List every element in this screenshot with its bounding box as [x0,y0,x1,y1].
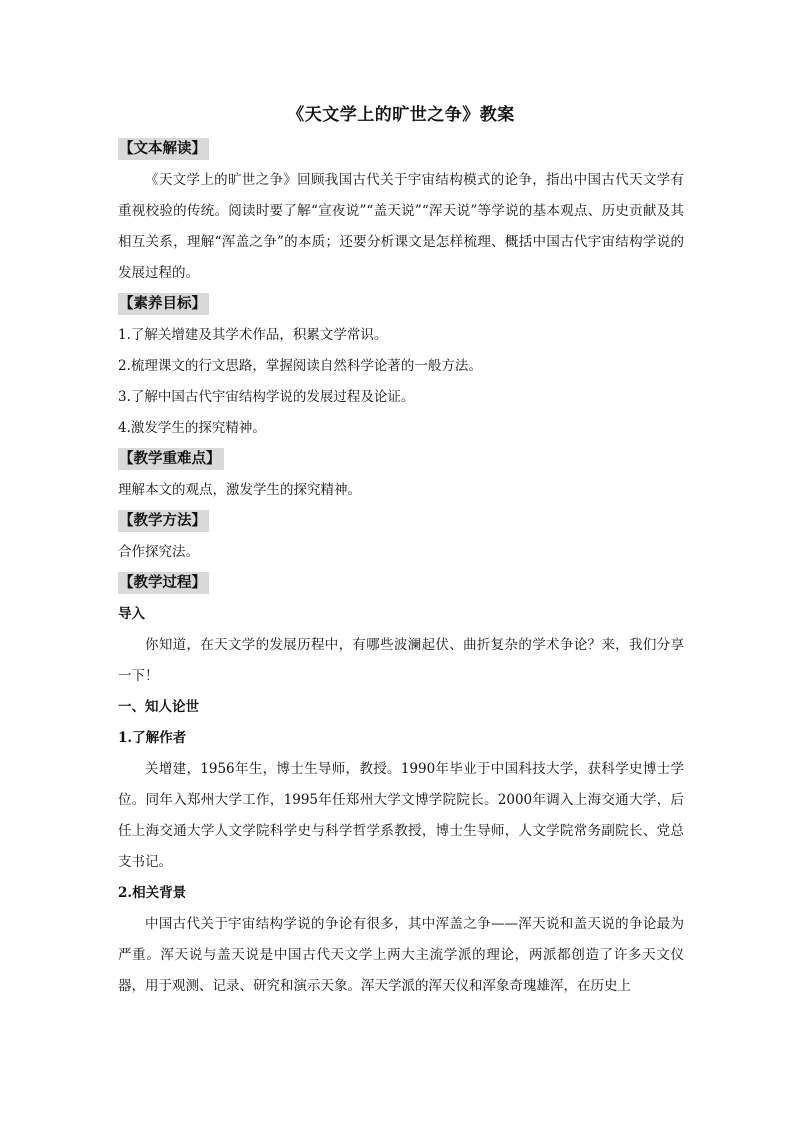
goal-item-4: 4.激发学生的探究精神。 [118,420,266,436]
section-process [118,568,684,1002]
goal-item-1: 1.了解关增建及其学术作品，积累文学常识。 [118,327,388,343]
background-label: 2.相关背景 [118,885,187,901]
reading-paragraph: 《天文学上的旷世之争》回顾我国古代关于宇宙结构模式的论争，指出中国古代天文学有重视校验的传统。阅读时要了解“宣夜说”“盖天说”“浑天说”等学说的基本观点、历史贡献及其相互关系，理解“浑盖之争”的本质；还要分析课文是怎样梳理、概括中国古代宇宙结构学说的发展过程的。 [118,172,684,281]
section-goals [118,289,684,444]
section-heading-goals: 【素养目标】 [118,293,209,315]
key-points-text: 理解本文的观点，激发学生的探究精神。 [118,482,361,498]
goal-item-2: 2.梳理课文的行文思路，掌握阅读自然科学论著的一般方法。 [118,358,482,374]
section-heading-key-points: 【教学重难点】 [118,448,224,470]
document-content [118,102,684,1002]
section-heading-method: 【教学方法】 [118,510,209,532]
section-key-points [118,444,684,506]
author-label: 1.了解作者 [118,730,187,746]
section-heading-process: 【教学过程】 [118,572,209,594]
section-heading-reading: 【文本解读】 [118,138,209,160]
goal-item-3: 3.了解中国古代宇宙结构学说的发展过程及论证。 [118,389,415,405]
section-reading [118,134,684,289]
section-method [118,506,684,568]
author-paragraph: 关增建，1956年生，博士生导师，教授。1990年毕业于中国科技大学，获科学史博士学位。同年入郑州大学工作，1995年任郑州大学文博学院院长。2000年调入上海交通大学，后任上海交通大学人文学院科学史与科学哲学系教授，博士生导师，人文学院常务副院长、党总支书记。 [118,761,684,870]
intro-paragraph: 你知道，在天文学的发展历程中，有哪些波澜起伏、曲折复杂的学术争论？来，我们分享一下！ [118,637,684,684]
method-text: 合作探究法。 [118,544,199,560]
background-paragraph: 中国古代关于宇宙结构学说的争论有很多，其中浑盖之争——浑天说和盖天说的争论最为严重。浑天说与盖天说是中国古代天文学上两大主流学派的理论，两派都创造了许多天文仪器，用于观测、记录、研究和演示天象。浑天学派的浑天仪和浑象奇瑰雄浑，在历史上 [118,916,684,994]
part1-label: 一、知人论世 [118,699,199,715]
intro-label: 导入 [118,606,145,622]
page-title: 《天文学上的旷世之争》教案 [287,105,515,125]
